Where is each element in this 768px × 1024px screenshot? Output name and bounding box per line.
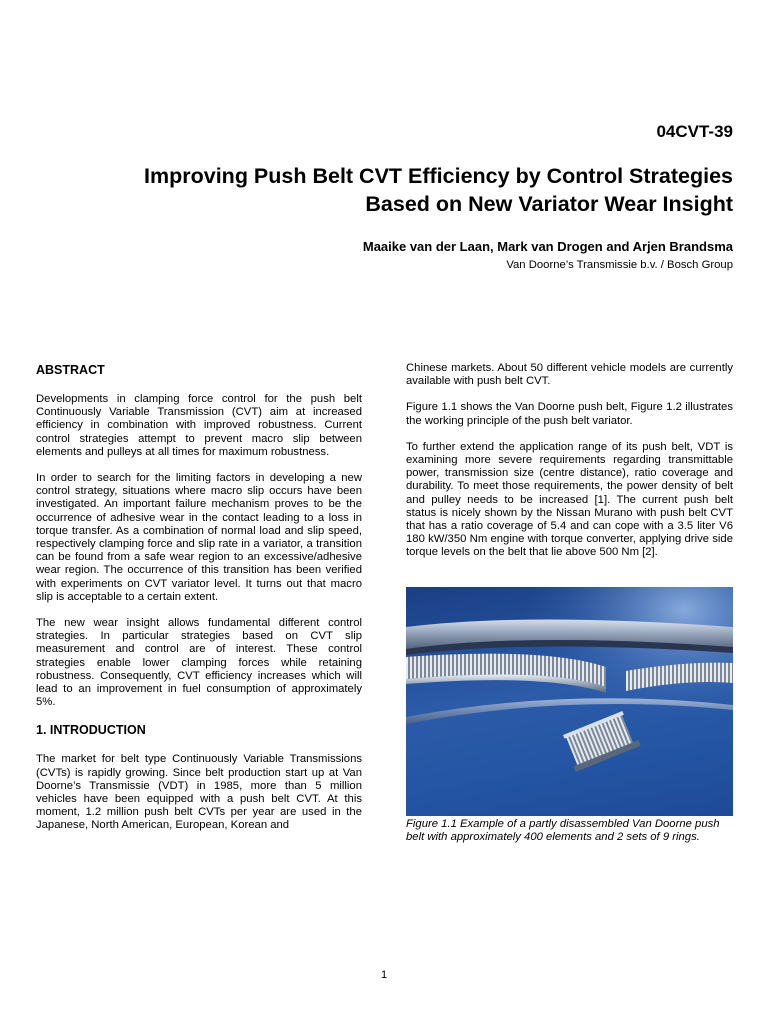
figure-caption: Figure 1.1 Example of a partly disassembled Van Doorne push belt with approximately 400 elements and 2 sets of 9 rings. — [406, 817, 720, 843]
paper-id: 04CVT-39 — [656, 122, 733, 141]
body-paragraph: To further extend the application range of its push belt, VDT is examining more severe requirements regarding transmittable power, transmission size (centre distance), ratio coverage and durability. To meet those requirements, the power density of belt and pulley needs to be increased [1]. The current push belt status is nicely shown by the Nissan Murano with push belt CVT that has a ratio coverage of 5.4 and can cope with a 3.5 liter V6 180 kW/350 Nm engine with torque converter, applying drive side torque levels on the belt that lie above 500 Nm [2]. — [406, 440, 733, 559]
figure-push-belt-photo — [406, 587, 733, 816]
introduction-heading: 1. INTRODUCTION — [36, 723, 146, 738]
right-column — [406, 362, 733, 844]
left-column — [36, 362, 362, 846]
abstract-heading: ABSTRACT — [36, 363, 105, 377]
authors: Maaike van der Laan, Mark van Drogen and Arjen Brandsma — [362, 239, 733, 254]
affiliation: Van Doorne’s Transmissie b.v. / Bosch Group — [506, 259, 733, 271]
body-paragraph: Chinese markets. About 50 different vehicle models are currently available with push belt CVT. — [406, 362, 733, 388]
paper-title: Improving Push Belt CVT Efficiency by Control Strategies Based on New Variator Wear Insight — [144, 164, 733, 216]
body-paragraph: Figure 1.1 shows the Van Doorne push belt, Figure 1.2 illustrates the working principle of the push belt variator. — [406, 401, 733, 427]
push-belt-illustration — [406, 587, 733, 816]
page-number: 1 — [380, 969, 388, 981]
abstract-paragraph: The new wear insight allows fundamental different control strategies. In particular strategies based on CVT slip measurement and control are of interest. These control strategies enable lower clamping forces while retaining robustness. Consequently, CVT efficiency increases which will lead to an improvement in fuel consumption of approximately 5%. — [36, 617, 362, 709]
abstract-paragraph: In order to search for the limiting factors in developing a new control strategy, situations where macro slip occurs have been investigated. An important failure mechanism proves to be the occurrence of adhesive wear in the contact leading to a loss in torque transfer. As a combination of normal load and slip speed, respectively clamping force and slip rate in a variator, a transition can be found from a safe wear region to an excessive/adhesive wear region. The occurrence of this transition has been verified with experiments on CVT variator level. It turns out that macro slip is acceptable to a certain extent. — [36, 472, 362, 603]
introduction-paragraph: The market for belt type Continuously Variable Transmissions (CVTs) is rapidly growing. Since belt production start up at Van Doorne’s Transmissie (VDT) in 1985, more than 5 million vehicles have been equipped with a push belt CVT. At this moment, 1.2 million push belt CVTs per year are used in the Japanese, North American, European, Korean and — [36, 753, 362, 832]
abstract-paragraph: Developments in clamping force control for the push belt Continuously Variable Transmission (CVT) aim at increased efficiency in combination with improved robustness. Current control strategies attempt to prevent macro slip between elements and pulleys at all times for maximum robustness. — [36, 393, 362, 458]
